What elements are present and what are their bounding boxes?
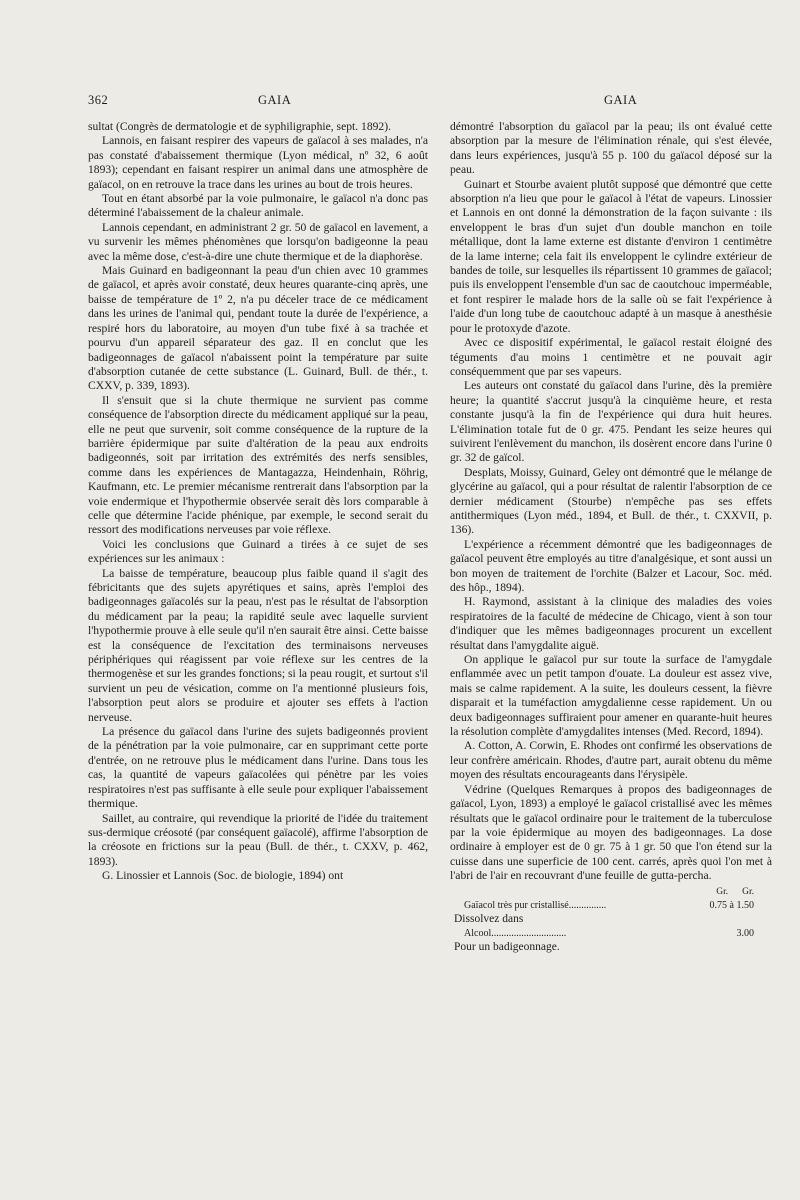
formula-closing: Pour un badigeonnage. <box>454 940 560 953</box>
paragraph: Desplats, Moissy, Guinard, Geley ont démontré que le mélange de glycérine au gaïacol, qui a pour résultat de ralentir l'absorption de ce dernier médicament (Stourbe) n'empêche pas ses effets antithermiques (Lyon méd., 1894, et Bull. de thér., t. CXXVII, p. 136). <box>450 465 772 537</box>
formula-instruction: Dissolvez dans <box>454 912 524 925</box>
ingredient-quantity: 3.00 <box>736 927 754 939</box>
formula-row <box>450 899 772 912</box>
paragraph: Guinart et Stourbe avaient plutôt supposé que démontré que cette absorption n'a lieu que pour le gaïacol à l'état de vapeurs. Linossier et Lannois en ont donné la démonstration de la façon suivante : ils enveloppent le bras d'un sujet d'un double manchon en toile métallique, dont la lame externe est distante d'environ 1 centimètre de la lame interne; cela fait ils enveloppent le cylindre extérieur de bandes de toile, sur lesquelles ils répartissent 10 grammes de gaïacol; puis ils enveloppent l'ensemble d'un sac de caoutchouc imperméable, et font respirer le malade hors de la salle où se fait l'expérience à l'aide d'un long tube de caoutchouc adapté à un masque à anesthésie pour le protoxyde d'azote. <box>450 177 772 335</box>
paragraph: L'expérience a récemment démontré que les badigeonnages de gaïacol peuvent être employés au titre d'analgésique, et sont aussi un bon moyen de traitement de l'orchite (Balzer et Lacour, Soc. méd. des hôp., 1894). <box>450 537 772 594</box>
paragraph: La présence du gaïacol dans l'urine des sujets badigeonnés provient de la pénétration par la voie pulmonaire, car en supprimant cette porte d'entrée, on ne retrouve plus le médicament dans l'urine. Dans tous les cas, la quantité de vapeurs gaïacolées qui pénètre par les voies respiratoires n'est pas suffisante à elle seule pour expliquer l'abaissement thermique. <box>88 725 428 811</box>
paragraph: Saillet, au contraire, qui revendique la priorité de l'idée du traitement sus-dermique créosoté (par conséquent gaïacolé), affirme l'absorption de la créosote en frictions sur la peau (Bull. de thér., t. CXXV, p. 462, 1893). <box>88 811 428 868</box>
formula-row <box>450 927 772 940</box>
paragraph: Avec ce dispositif expérimental, le gaïacol restait éloigné des téguments d'au moins 1 centimètre et ne pouvait agir conséquemment que par ses vapeurs. <box>450 336 772 378</box>
paragraph: Lannois, en faisant respirer des vapeurs de gaïacol à ses malades, n'a pas constaté d'abaissement thermique (Lyon médical, nº 32, 6 août 1893); cependant en faisant respirer un animal dans une atmosphère de gaïacol, on en retrouve la trace dans les urines au bout de trois heures. <box>88 134 428 191</box>
paragraph: Voici les conclusions que Guinard a tirées à ce sujet de ses expériences sur les animaux : <box>88 537 428 566</box>
paragraph: Les auteurs ont constaté du gaïacol dans l'urine, dès la première heure; la quantité s'accrut jusqu'à la cinquième heure, et resta constante jusqu'à la fin de l'expérience qui dura huit heures. L'élimination totale fut de 0 gr. 475. Pendant les seize heures qui suivirent l'enlèvement du manchon, ils dosèrent encore dans l'urine 0 gr. 32 de gaïcol. <box>450 379 772 465</box>
paragraph: sultat (Congrès de dermatologie et de syphiligraphie, sept. 1892). <box>88 120 391 133</box>
unit-label: Gr. <box>742 886 754 897</box>
running-title-right: GAIA <box>604 93 638 107</box>
running-title-left: GAIA <box>258 93 292 107</box>
paragraph: Tout en étant absorbé par la voie pulmonaire, le gaïacol n'a donc pas déterminé l'abaissement de la chaleur animale. <box>88 192 428 220</box>
unit-label: Gr. <box>716 886 729 897</box>
ingredient-label: Gaïacol très pur cristallisé............... <box>464 899 607 911</box>
paragraph: G. Linossier et Lannois (Soc. de biologie, 1894) ont <box>102 869 344 883</box>
paragraph: Védrine (Quelques Remarques à propos des badigeonnages de gaïacol, Lyon, 1893) a employé le gaïacol cristallisé avec les mêmes résultats que le gaïacol ordinaire pour le traitement de la tuberculose par la voie épidermique au moyen des badigeonnages. La dose ordinaire à employer est de 0 gr. 75 à 1 gr. 50 que l'on étend sur la cuisse dans une superficie de 100 cent. carrés, après quoi l'on met à l'abri de l'air en recouvrant d'une feuille de gutta-percha. <box>450 782 772 883</box>
paragraph: On applique le gaïacol pur sur toute la surface de l'amygdale enflammée avec un petit tampon d'ouate. La douleur est assez vive, mais se calme rapidement. A la suite, les douleurs cessent, la fièvre disparait et la tuméfaction amygdalienne cesse rapidement. Un ou deux badigeonnages suffiraient pour amener en quarante-huit heures la résolution complète d'amygdalites intenses (Med. Record, 1894). <box>450 653 772 739</box>
paragraph: H. Raymond, assistant à la clinique des maladies des voies respiratoires de la faculté de médecine de Chicago, vient à son tour d'indiquer que les mêmes badigeonnages procurent un excellent résultat dans l'amygdalite aiguë. <box>450 595 772 652</box>
paragraph: Il s'ensuit que si la chute thermique ne survient pas comme conséquence de l'absorption directe du médicament appliqué sur la peau, elle ne peut que survenir, soit comme conséquence de la rupture de la barrière épidermique par suite d'altération de la peau aux endroits badigeonnés, soit par irritation des extrémités des nerfs sensibles, comme dans les expériences de Mantagazza, Heindenhain, Röhrig, Kaufmann, etc. Le premier mécanisme rentrerait dans l'absorption par la voie endermique et l'hypothermie observée serait dès lors comparable à celle que détermine l'acide phénique, par exemple, le second serait du ressort des modifications nerveuses par voie réflexe. <box>88 393 428 537</box>
prescription-formula <box>450 886 772 955</box>
right-column <box>450 120 772 955</box>
paragraph: Lannois cependant, en administrant 2 gr. 50 de gaïacol en lavement, a vu survenir les mêmes phénomènes que lorsqu'on badigeonne la peau avec la même dose, c'est-à-dire une chute thermique et de la diaphorèse. <box>88 220 428 263</box>
paragraph: A. Cotton, A. Corwin, E. Rhodes ont confirmé les observations de leur confrère américain. Rhodes, d'autre part, aurait obtenu du même moyen des résultats encourageants dans l'érysipèle. <box>450 739 772 782</box>
ingredient-label: Alcool.............................. <box>464 927 567 939</box>
paragraph: Mais Guinard en badigeonnant la peau d'un chien avec 10 grammes de gaïacol, et après avoir constaté, deux heures quarante-cinq après, une baisse de température de 1º 2, n'a pu déceler trace de ce médicament dans les urines de l'animal qui, pendant toute la durée de l'expérience, a respiré hors du laboratoire, au moyen d'un tube fixé à sa trachée et pourvu d'un appareil séparateur des gaz. Il en conclut que les badigeonnages de gaïacol n'abaissent point la température par suite d'absorption cutanée de cette substance (L. Guinard, Bull. de thér., t. CXXV, p. 339, 1893). <box>88 264 428 393</box>
page-number: 362 <box>88 93 109 107</box>
paragraph: La baisse de température, beaucoup plus faible quand il s'agit des fébricitants que des sujets apyrétiques et sains, après l'emploi des badigeonnages gaïacolés sur la peau, n'est pas le résultat de l'absorption du médicament par la peau; la rapidité seule avec laquelle survient l'hypothermie prouve à elle seule qu'il n'en saurait être ainsi. Cette baisse est la conséquence de l'excitation des terminaisons nerveuses périphériques qui réagissent par voie réflexe sur les centres de la thermogenèse et sur les grandes fonctions; si la peau rougit, et surtout s'il survient un peu de vésication, comme on l'a mentionné plusieurs fois, l'absorption peut alors se produire et ajouter ses effets à l'action nerveuse. <box>88 566 428 724</box>
ingredient-quantity: 0.75 à 1.50 <box>709 899 754 911</box>
paragraph: démontré l'absorption du gaïacol par la peau; ils ont évalué cette absorption par la mesure de l'élimination rénale, qui s'est élevée, dans leurs expériences, jusqu'à 55 p. 100 du gaïacol déposé sur la peau. <box>450 120 772 177</box>
formula-units <box>450 886 772 899</box>
left-column <box>88 120 428 884</box>
